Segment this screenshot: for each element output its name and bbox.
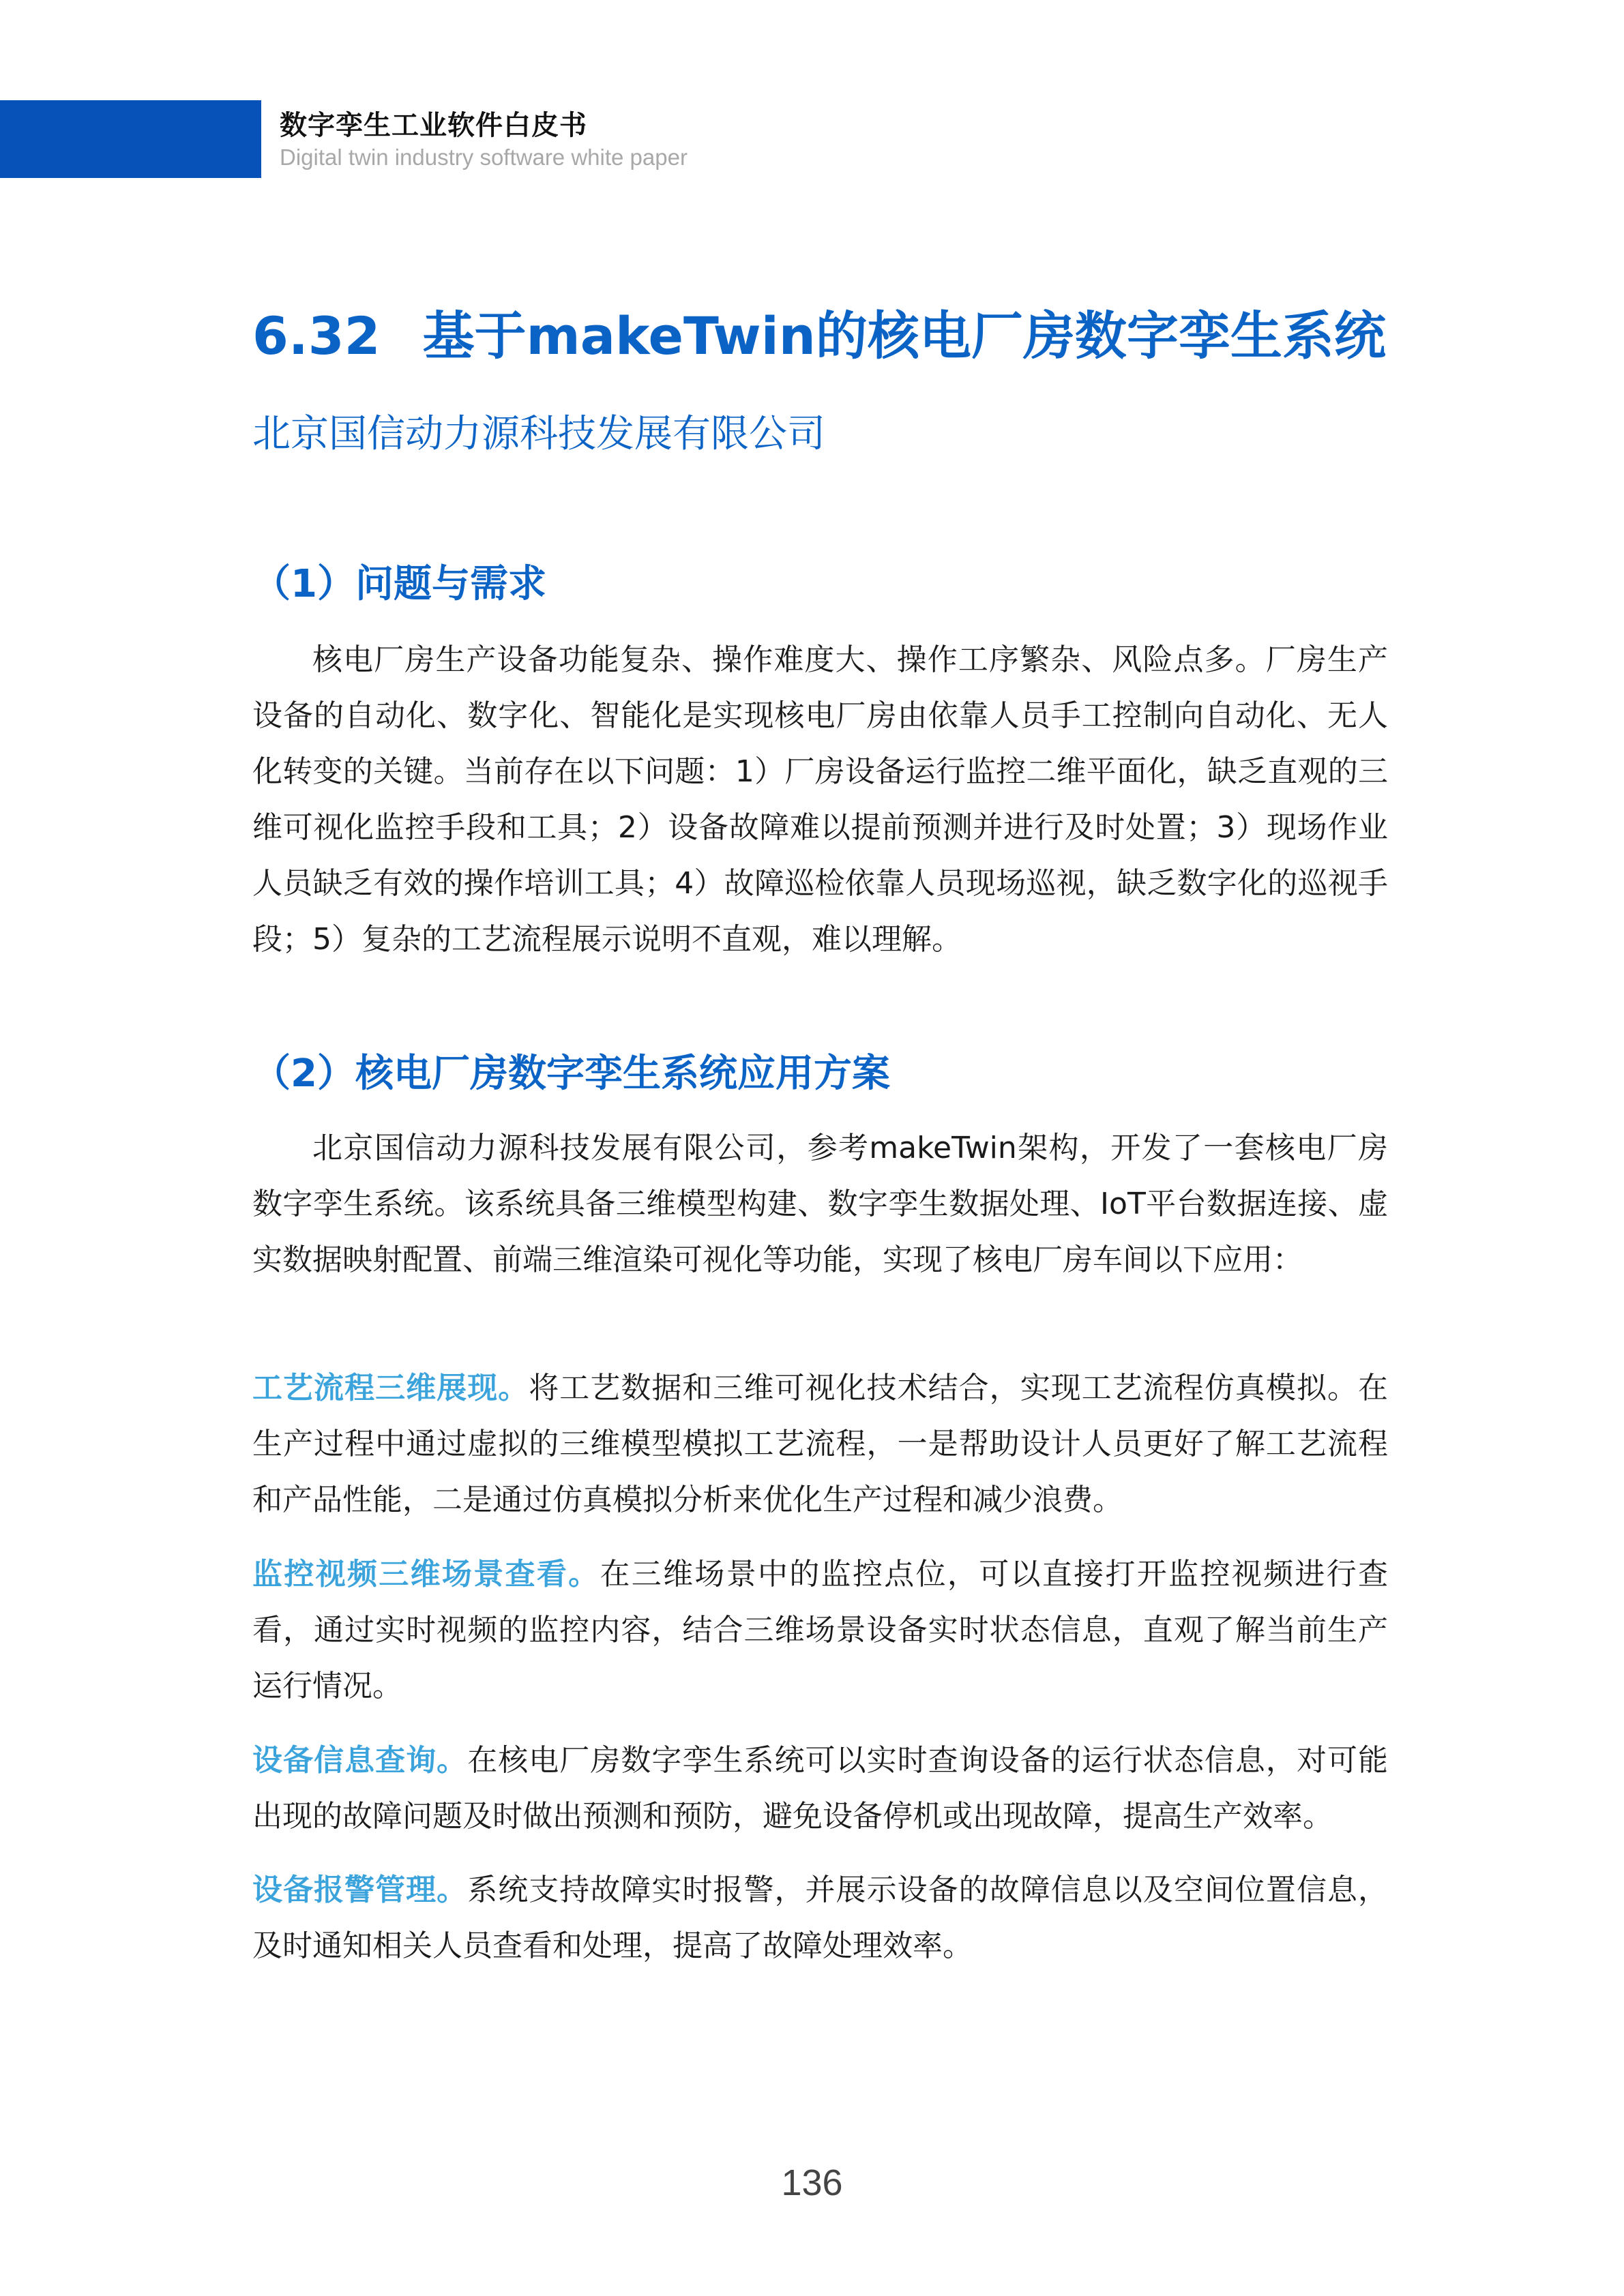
feature-text: 在核电厂房数字孪生系统可以实时查询设备的运行状态信息，对可能出现的故障问题及时做出预测和预防，避免设备停机或出现故障，提高生产效率。 <box>252 1743 1389 1834</box>
feature-label: 设备信息查询。 <box>252 1743 468 1778</box>
feature-video-monitoring <box>252 1547 1388 1714</box>
company-name: 北京国信动力源科技发展有限公司 <box>252 412 825 456</box>
page-number: 136 <box>781 2162 843 2203</box>
chapter-title <box>252 295 1386 369</box>
header-color-bar <box>0 100 261 178</box>
section-heading-problems: （1）问题与需求 <box>252 562 546 606</box>
feature-label: 监控视频三维场景查看。 <box>252 1557 600 1592</box>
header-subtitle: Digital twin industry software white paper <box>280 145 688 170</box>
feature-label: 设备报警管理。 <box>252 1873 468 1907</box>
feature-text: 将工艺数据和三维可视化技术结合，实现工艺流程仿真模拟。在生产过程中通过虚拟的三维模型模拟工艺流程，一是帮助设计人员更好了解工艺流程和产品性能，二是通过仿真模拟分析来优化生产过程和减少浪费。 <box>252 1371 1388 1517</box>
section-heading-solution: （2）核电厂房数字孪生系统应用方案 <box>252 1052 890 1096</box>
feature-alarm-management <box>252 1862 1388 1974</box>
feature-text: 在三维场景中的监控点位，可以直接打开监控视频进行查看，通过实时视频的监控内容，结合三维场景设备实时状态信息，直观了解当前生产运行情况。 <box>252 1557 1389 1703</box>
problems-paragraph: 核电厂房生产设备功能复杂、操作难度大、操作工序繁杂、风险点多。厂房生产设备的自动化、数字化、智能化是实现核电厂房由依靠人员手工控制向自动化、无人化转变的关键。当前存在以下问题：1）厂房设备运行监控二维平面化，缺乏直观的三维可视化监控手段和工具；2）设备故障难以提前预测并进行及时处置；3）现场作业人员缺乏有效的操作培训工具；4）故障巡检依靠人员现场巡视，缺乏数字化的巡视手段；5）复杂的工艺流程展示说明不直观，难以理解。 <box>252 642 1388 957</box>
chapter-title-text: 基于makeTwin的核电厂房数字孪生系统 <box>422 305 1386 366</box>
feature-text: 系统支持故障实时报警，并展示设备的故障信息以及空间位置信息，及时通知相关人员查看和处理，提高了故障处理效率。 <box>252 1873 1389 1963</box>
feature-label: 工艺流程三维展现。 <box>252 1371 529 1405</box>
header-title: 数字孪生工业软件白皮书 <box>280 110 587 141</box>
feature-process-3d <box>252 1360 1388 1528</box>
chapter-number: 6.32 <box>252 305 381 366</box>
feature-device-query <box>252 1733 1388 1845</box>
solution-intro-paragraph: 北京国信动力源科技发展有限公司，参考makeTwin架构，开发了一套核电厂房数字孪生系统。该系统具备三维模型构建、数字孪生数据处理、IoT平台数据连接、虚实数据映射配置、前端三维渲染可视化等功能，实现了核电厂房车间以下应用： <box>252 1131 1388 1277</box>
